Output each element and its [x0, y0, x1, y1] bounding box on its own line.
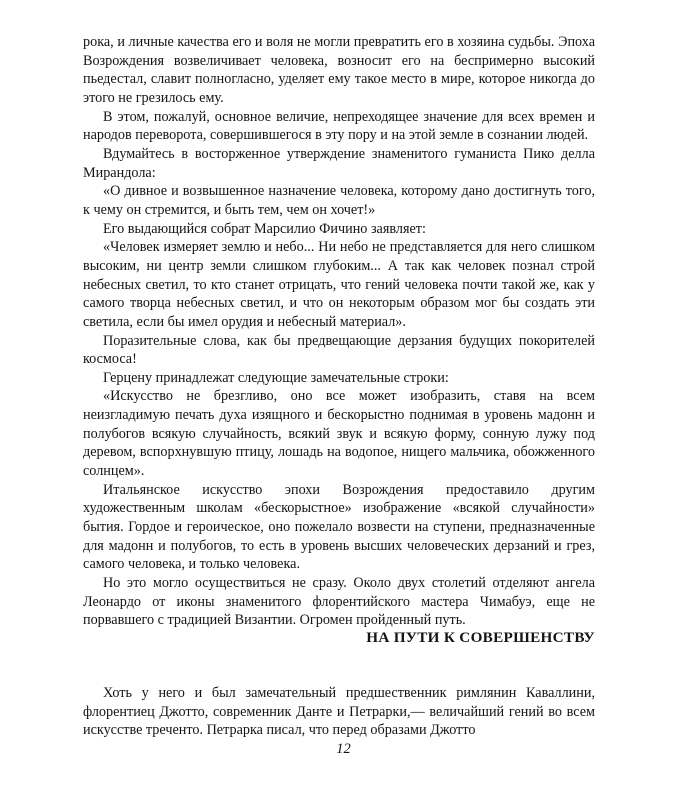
paragraph-italian-art: Итальянское искусство эпохи Возрождения предоставило другим художественным школам «бескорыстное» изображение «всякой случайности» бытия. Гордое и героическое, оно пожелало возвести на ступени, предназначенные для мадонн и полубогов, то есть в уровень высших человеческих дерзаний и грез, самого человека, и только человека.	[83, 481, 595, 573]
paragraph-herzen-intro: Герцену принадлежат следующие замечательные строки:	[103, 369, 449, 386]
paragraph-giotto: Хоть у него и был замечательный предшественник римлянин Каваллини, флорентиец Джотто, современник Данте и Петрарки,— величайший гений во всем искусстве треченто. Петрарка писал, что перед образами Джотто	[83, 685, 595, 739]
quote-herzen: «Искусство не брезгливо, оно все может изобразить, ставя на всем неизгладимую печать духа изящного и бескорыстно поднимая в уровень мадонн и полубогов всякую случайность, всякий звук и всякую форму, сонную лужу под деревом, вспорхнувшую птицу, лошадь на водопое, нищего мальчика, обожженного солнцем».	[83, 388, 595, 480]
quote-pico: «О дивное и возвышенное назначение человека, которому дано достигнуть того, к чему он стремится, и быть тем, чем он хочет!»	[83, 183, 595, 218]
paragraph-cosmos: Поразительные слова, как бы предвещающие дерзания будущих покорителей космоса!	[83, 332, 595, 368]
chapter-heading: НА ПУТИ К СОВЕРШЕНСТВУ	[366, 629, 595, 646]
page-number: 12	[336, 741, 351, 757]
paragraph-greatness: В этом, пожалуй, основное величие, непреходящее значение для всех времен и народов переворота, совершившегося в эту пору и на этой земле в сознании людей.	[83, 108, 595, 144]
paragraph-cimabue: Но это могло осуществиться не сразу. Около двух столетий отделяют ангела Леонардо от иконы знаменитого флорентийского мастера Чимабуэ, еще не порвавшего с традицией Византии. Огромен пройденный путь.	[83, 575, 595, 629]
body-text	[83, 33, 595, 630]
paragraph-continuation: рока, и личные качества его и воля не могли превратить его в хозяина судьбы. Эпоха Возрождения возвеличивает человека, возносит его на беспримерно высокий пьедестал, славит полногласно, уделяет ему такое место в мире, которое никогда до этого не грезилось ему.	[83, 34, 595, 106]
paragraph-pico-intro: Вдумайтесь в восторженное утверждение знаменитого гуманиста Пико делла Мирандола:	[83, 145, 595, 181]
quote-ficino: «Человек измеряет землю и небо... Ни небо не представляется для него слишком высоким, ни центр земли слишком глубоким... А так как человек познал строй небесных светил, то кто станет отрицать, что гений человека почти такой же, как у самого творца небесных светил, и что он некоторым образом мог бы создать эти светила, если бы имел орудия и небесный материал».	[83, 239, 595, 330]
chapter-body	[83, 684, 595, 740]
paragraph-ficino-intro: Его выдающийся собрат Марсилио Фичино заявляет:	[103, 220, 426, 237]
